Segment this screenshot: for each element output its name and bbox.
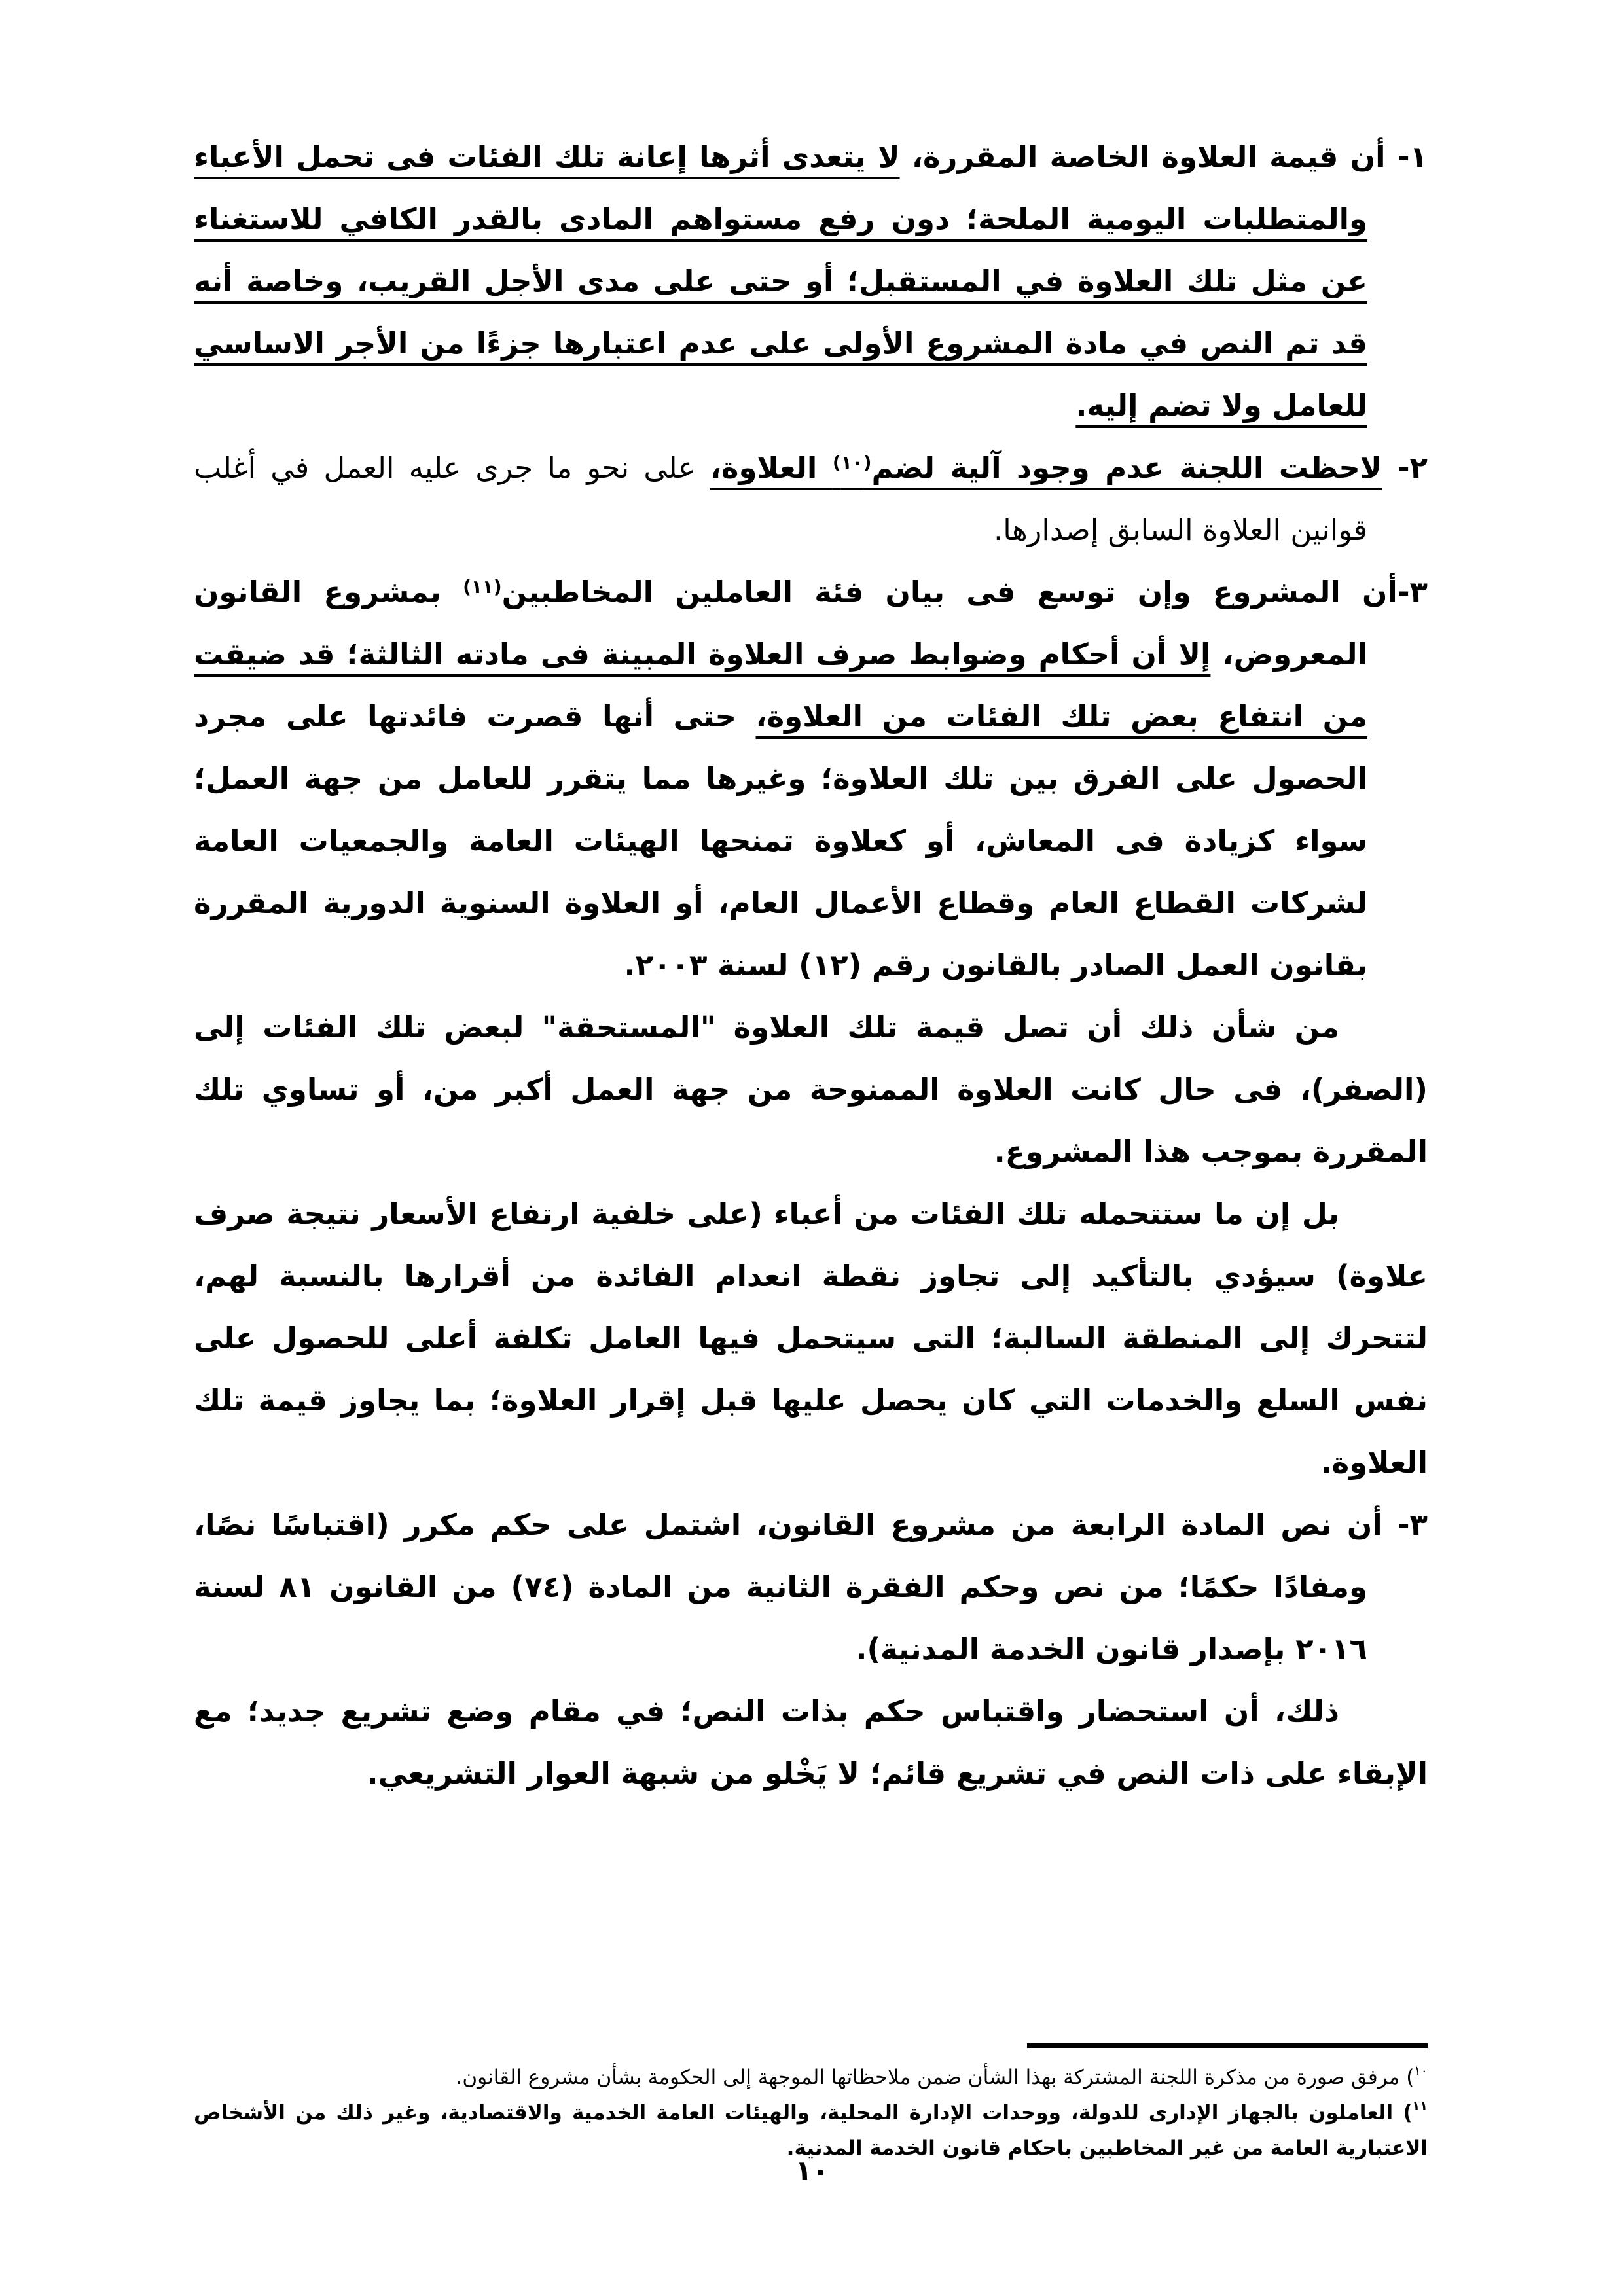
list-item-2 <box>194 437 1428 561</box>
list-item-4-text: أن نص المادة الرابعة من مشروع القانون، اشتمل على حكم مكرر (اقتباسًا نصًا، ومفادًا حكمًا؛ من نص وحكم الفقرة الثانية من المادة (٧٤) من القانون ٨١ لسنة ٢٠١٦ بإصدار قانون الخدمة المدنية). <box>194 1507 1382 1666</box>
list-item-1-text: أن قيمة العلاوة الخاصة المقررة، <box>899 139 1386 174</box>
footnote-11-number: ١١ <box>1412 2098 1428 2113</box>
paragraph-zero-value: من شأن ذلك أن تصل قيمة تلك العلاوة "المستحقة" لبعض تلك الفئات إلى (الصفر)، فى حال كانت العلاوة الممنوحة من جهة العمل أكبر من، أو تساوي تلك المقررة بموجب هذا المشروع. <box>194 1010 1428 1169</box>
footnote-10-text: ) مرفق صورة من مذكرة اللجنة المشتركة بهذا الشأن ضمن ملاحظاتها الموجهة إلى الحكومة بشأن مشروع القانون. <box>456 2066 1415 2089</box>
list-item-2-marker: ٢- <box>1382 450 1428 485</box>
footnote-separator-line <box>1027 2043 1428 2048</box>
list-item-3-text-a: أن المشروع وإن توسع فى بيان فئة العاملين المخاطبين <box>501 575 1398 609</box>
list-item-1-underlined-text: لا يتعدى أثرها إعانة تلك الفئات فى تحمل الأعباء والمتطلبات اليومية الملحة؛ دون رفع مستواهم المادى بالقدر الكافي للاستغناء عن مثل تلك العلاوة في المستقبل؛ أو حتى على مدى الأجل القريب، وخاصة أنه قد تم النص في مادة المشروع الأولى على عدم اعتبارها جزءًا من الأجر الاساسي للعامل ولا تضم إليه. <box>194 139 1367 423</box>
list-item-2-text-b: العلاوة، <box>710 450 833 485</box>
footnote-ref-11: (١١) <box>463 576 502 598</box>
footnotes-section <box>194 2043 1428 2166</box>
list-item-1 <box>194 126 1428 437</box>
page-number: ١٠ <box>795 2155 829 2187</box>
footnote-ref-10: (١٠) <box>832 452 872 473</box>
list-item-1-marker: ١- <box>1385 139 1428 174</box>
list-item-3-marker: ٣- <box>1397 575 1428 609</box>
footnote-10 <box>194 2060 1428 2095</box>
list-item-3-text-b: بمشروع القانون المعروض، <box>194 575 1367 672</box>
footnote-10-number: ١٠ <box>1414 2063 1428 2078</box>
list-item-4-marker: ٣- <box>1382 1507 1428 1542</box>
list-item-3-text-c: حتى أنها قصرت فائدتها على مجرد الحصول على الفرق بين تلك العلاوة؛ وغيرها مما يتقرر للعامل من جهة العمل؛ سواء كزيادة فى المعاش، أو كعلاوة تمنحها الهيئات العامة والجمعيات العامة لشركات القطاع العام وقطاع الأعمال العام، أو العلاوة السنوية الدورية المقررة بقانون العمل الصادر بالقانون رقم (١٢) لسنة ٢٠٠٣. <box>194 699 1367 982</box>
footnote-11-text: ) العاملون بالجهاز الإدارى للدولة، ووحدات الإدارة المحلية، والهيئات العامة الخدمية والاقتصادية، وغير ذلك من الأشخاص الاعتبارية العامة من غير المخاطبين باحكام قانون الخدمة المدنية. <box>194 2101 1428 2160</box>
list-item-4 <box>194 1494 1428 1680</box>
list-item-3 <box>194 561 1428 996</box>
document-body <box>194 126 1428 1804</box>
paragraph-burden: بل إن ما ستتحمله تلك الفئات من أعباء (على خلفية ارتفاع الأسعار نتيجة صرف علاوة) سيؤدي بالتأكيد إلى تجاوز نقطة انعدام الفائدة من أقرارها بالنسبة لهم، لتتحرك إلى المنطقة السالبة؛ التى سيتحمل فيها العامل تكلفة أعلى للحصول على نفس السلع والخدمات التي كان يحصل عليها قبل إقرار العلاوة؛ بما يجاوز قيمة تلك العلاوة. <box>194 1196 1428 1480</box>
paragraph-legislative-flaw: ذلك، أن استحضار واقتباس حكم بذات النص؛ في مقام وضع تشريع جديد؛ مع الإبقاء على ذات النص في تشريع قائم؛ لا يَخْلو من شبهة العوار التشريعي. <box>194 1694 1428 1791</box>
list-item-2-underlined-phrase <box>710 450 1382 485</box>
list-item-3-underlined-text: إلا أن أحكام وضوابط صرف العلاوة المبينة فى مادته الثالثة؛ قد ضيقت من انتفاع بعض تلك الفئات من العلاوة، <box>194 637 1367 734</box>
list-item-2-text-a: لاحظت اللجنة عدم وجود آلية لضم <box>871 450 1382 485</box>
list-item-2-regular-text: على نحو ما جرى عليه العمل في أغلب قوانين العلاوة السابق إصدارها. <box>194 450 1367 547</box>
